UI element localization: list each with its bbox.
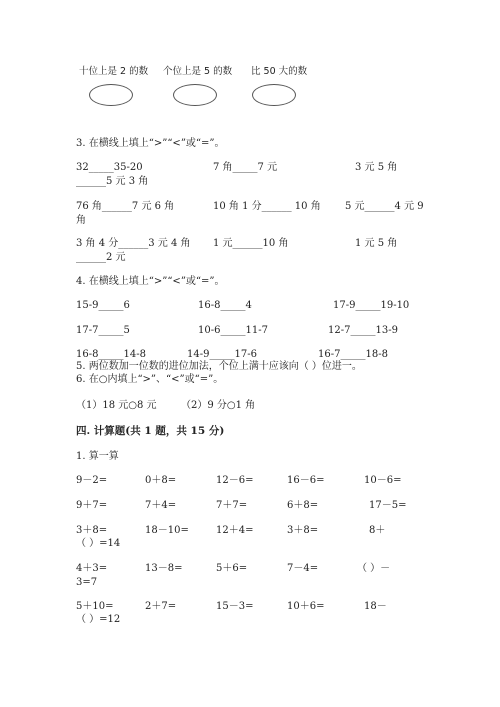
answer-oval-1[interactable] (89, 84, 133, 106)
calc-r3-c5: 8＋ (369, 525, 386, 536)
calc-r2-c5: 17－5= (369, 500, 407, 511)
calc-r1-c1: 9－2= (76, 475, 108, 486)
calc-r5-c2: 2＋7= (145, 601, 177, 612)
calc-r4-c5: （ ）－ (357, 563, 391, 574)
section-4-title: 四. 计算题(共 1 题，共 15 分) (76, 425, 225, 437)
q4-r1-c1: 15-9_____6 (76, 300, 130, 311)
q3-r1-c3: 3 元 5 角 (355, 162, 398, 173)
calc-r2-c2: 7＋4= (145, 500, 177, 511)
q6-item-2: （2）9 分○1 角 (181, 400, 256, 411)
calc-r5-c1: 5＋10= (76, 601, 114, 612)
q6-title: 6. 在○内填上“>”、“<”或“=”。 (76, 374, 224, 385)
q4-r3-c3: 16-7_____18-8 (318, 349, 388, 360)
q3-r3-wrap: ______2 元 (76, 252, 126, 263)
calc-r5-wrap: （ ）=12 (76, 614, 121, 625)
calc-r2-c1: 9＋7= (76, 500, 108, 511)
answer-oval-2[interactable] (173, 84, 217, 106)
q4-r1-c2: 16-8_____4 (198, 300, 252, 311)
calc-r3-c4: 3＋8= (287, 525, 319, 536)
label-tens-digit-2: 十位上是 2 的数 (79, 66, 149, 77)
q3-r3-c1: 3 角 4 分______3 元 4 角 (76, 238, 191, 249)
calc-r3-c3: 12＋4= (216, 525, 254, 536)
calc-r1-c5: 10－6= (364, 475, 402, 486)
q3-r1-c2: 7 角_____7 元 (213, 162, 278, 173)
calc-r4-wrap: 3=7 (76, 577, 98, 588)
q5-text: 5. 两位数加一位数的进位加法，个位上满十应该向（ ）位进一。 (76, 361, 362, 372)
q3-title: 3. 在横线上填上“>”“<”或“=”。 (76, 138, 225, 149)
calc-r2-c3: 7＋7= (216, 500, 248, 511)
calc-r3-c1: 3＋8= (76, 525, 108, 536)
calc-r5-c3: 15－3= (216, 601, 254, 612)
q6-item-1: （1）18 元○8 元 (76, 400, 157, 411)
q4-title: 4. 在横线上填上“>”“<”或“=”。 (76, 276, 225, 287)
calc-r3-c2: 18－10= (145, 525, 189, 536)
calc-r4-c1: 4＋3= (76, 563, 108, 574)
q3-r2-c1: 76 角______7 元 6 角 (76, 201, 175, 212)
calc-title: 1. 算一算 (76, 451, 119, 462)
q3-r2-wrap: 角 (76, 215, 86, 226)
q3-r1-wrap: ______5 元 3 角 (76, 176, 149, 187)
calc-r5-c5: 18－ (364, 601, 387, 612)
q4-r1-c3: 17-9_____19-10 (333, 300, 410, 311)
q4-r2-c3: 12-7_____13-9 (328, 325, 398, 336)
label-greater-than-50: 比 50 大的数 (251, 66, 308, 77)
q3-r1-c1: 32_____35-20 (76, 162, 143, 173)
calc-r1-c3: 12－6= (216, 475, 254, 486)
calc-r1-c4: 16－6= (287, 475, 325, 486)
q4-r2-c1: 17-7_____5 (76, 325, 130, 336)
calc-r4-c3: 5＋6= (216, 563, 248, 574)
q4-r2-c2: 10-6_____11-7 (198, 325, 268, 336)
calc-r4-c2: 13－8= (145, 563, 183, 574)
calc-r5-c4: 10＋6= (287, 601, 325, 612)
calc-r1-c2: 0＋8= (145, 475, 177, 486)
q3-r3-c3: 1 元 5 角 (355, 238, 398, 249)
answer-oval-3[interactable] (252, 84, 296, 106)
q3-r2-c2: 10 角 1 分______ 10 角 (213, 201, 321, 212)
calc-r3-wrap: （ ）=14 (76, 538, 121, 549)
q3-r3-c2: 1 元______10 角 (213, 238, 289, 249)
calc-r2-c4: 6＋8= (287, 500, 319, 511)
calc-r4-c4: 7－4= (287, 563, 319, 574)
q4-r3-c2: 14-9_____17-6 (187, 349, 257, 360)
q3-r2-c3: 5 元______4 元 9 (345, 201, 424, 212)
label-ones-digit-5: 个位上是 5 的数 (163, 66, 233, 77)
q4-r3-c1: 16-8_____14-8 (76, 349, 146, 360)
